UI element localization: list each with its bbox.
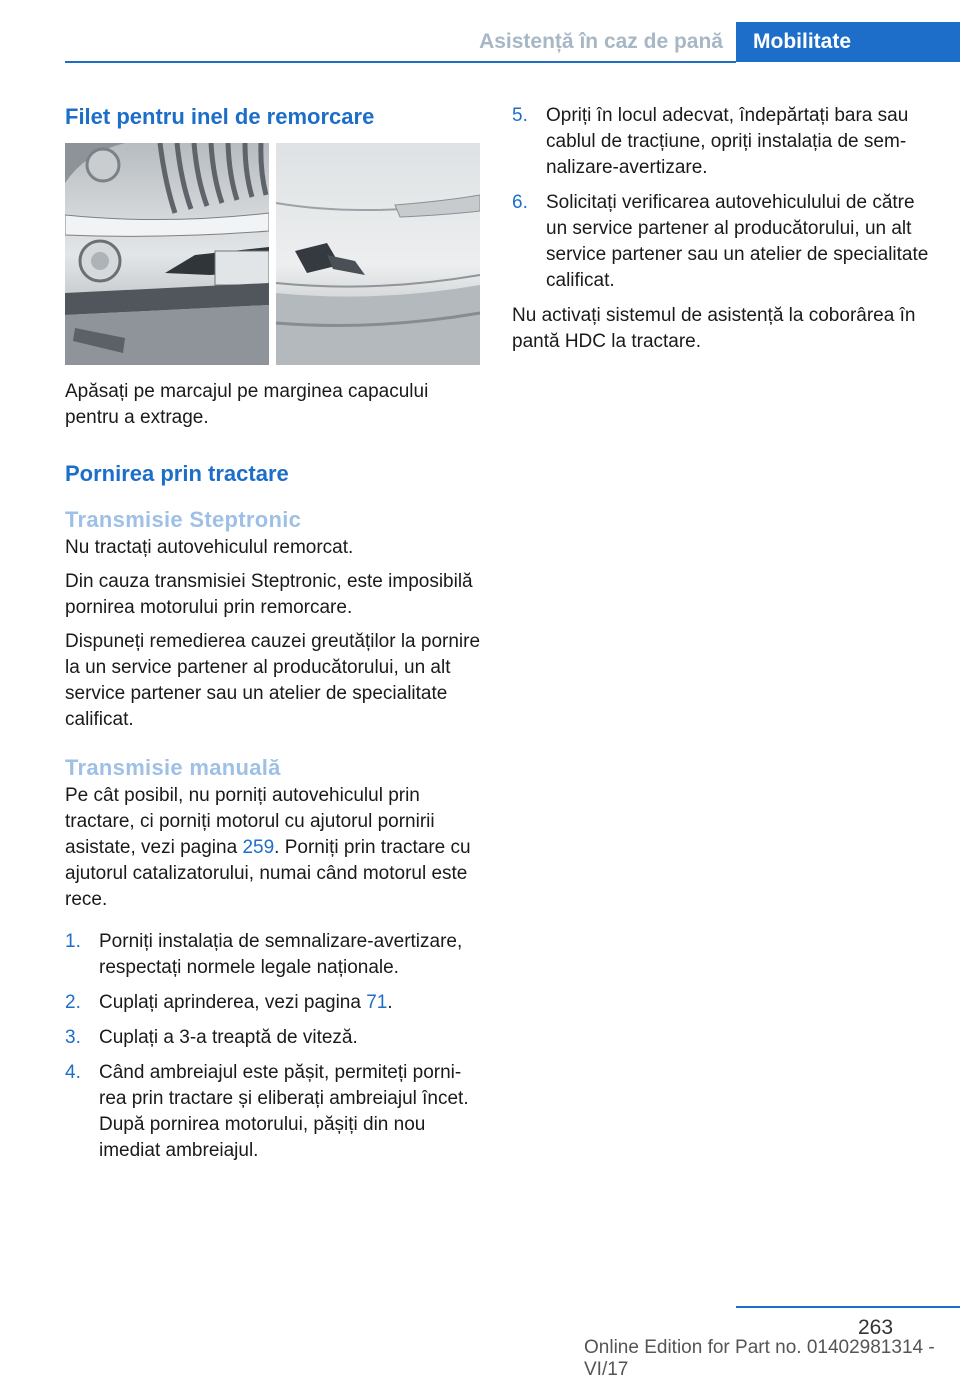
step-text-end: .: [387, 992, 393, 1013]
page-link-71[interactable]: 71: [366, 992, 388, 1013]
left-column: [65, 100, 481, 1173]
hdc-note: Nu activați sistemul de asistență la coborârea în pantă HDC la tractare.: [512, 305, 916, 352]
step-text: Când ambreiajul este pășit, permiteți pornirea prin tractare și eliberați ambreiajul încet. După pornirea motorului, pășiți din nou imediat ambreiajul.: [99, 1062, 469, 1161]
subheading-manual: Transmisie manuală: [65, 755, 281, 780]
heading-tow-start: Pornirea prin tractare: [65, 461, 289, 486]
step-number: 6.: [512, 192, 528, 213]
step-number: 4.: [65, 1062, 81, 1083]
list-item: [65, 1060, 481, 1164]
paragraph-1: Nu tractați autovehiculul remorcat.: [65, 537, 354, 558]
bumper-illustration: [65, 143, 480, 365]
list-item: [65, 990, 481, 1016]
paragraph-4-text-b: . Porniți prin tractare cu ajutorul catalizatorului, numai când motorul este rece.: [65, 837, 471, 910]
chapter-tab: [736, 22, 960, 62]
page-header: [0, 0, 960, 62]
subheading-steptronic: Transmisie Steptronic: [65, 507, 302, 532]
step-text: Solicitați verificarea autovehiculului de către un service partener al producătorului, un alt service partener sau un atelier de specialitate calificat.: [546, 192, 929, 291]
page-number: 263: [858, 1316, 894, 1339]
steps-list-right: [512, 103, 932, 294]
right-column: [512, 103, 932, 355]
section-title: Asistență în caz de pană: [479, 30, 723, 53]
photo-caption: Apăsați pe marcajul pe marginea capacului pentru a extrage.: [65, 381, 429, 428]
step-text: Porniți instalația de semnalizare-avertizare, respectați normele legale naționale.: [99, 931, 463, 978]
paragraph-4-text-a: Pe cât posibil, nu porniți autovehiculul prin tractare, ci porniți motorul cu ajutorul pornirii asistate, vezi pagina: [65, 785, 435, 858]
step-number: 1.: [65, 931, 81, 952]
edition-note: Online Edition for Part no. 01402981314 - VI/17: [584, 1337, 935, 1380]
list-item: [65, 1025, 481, 1051]
step-number: 5.: [512, 105, 528, 126]
step-number: 3.: [65, 1027, 81, 1048]
paragraph-3: Dispuneți remedierea cauzei greutăților la pornire la un service partener al producătorului, un alt service partener sau un atelier de specialitate calificat.: [65, 631, 481, 730]
list-item: [512, 190, 932, 294]
steps-list-left: [65, 929, 481, 1164]
step-text: Cuplați aprinderea, vezi pagina: [99, 992, 367, 1013]
page-link-259[interactable]: 259: [242, 837, 275, 858]
list-item: [512, 103, 932, 181]
header-rule: [65, 61, 736, 63]
paragraph-4: [65, 783, 481, 913]
footer-rule: [736, 1306, 960, 1308]
step-text: Opriți în locul adecvat, îndepărtați bara sau cablul de tracțiune, opriți instalația de semnalizare-avertizare.: [546, 105, 909, 178]
chapter-tab-label: Mobilitate: [753, 30, 851, 53]
step-text: Cuplați a 3-a treaptă de viteză.: [99, 1027, 358, 1048]
paragraph-2: Din cauza transmisiei Steptronic, este imposibilă pornirea motorului prin remorcare.: [65, 571, 473, 618]
list-item: [65, 929, 481, 981]
step-number: 2.: [65, 992, 81, 1013]
bumper-photo: [65, 143, 480, 365]
heading-tow-ring: Filet pentru inel de remorcare: [65, 104, 375, 129]
